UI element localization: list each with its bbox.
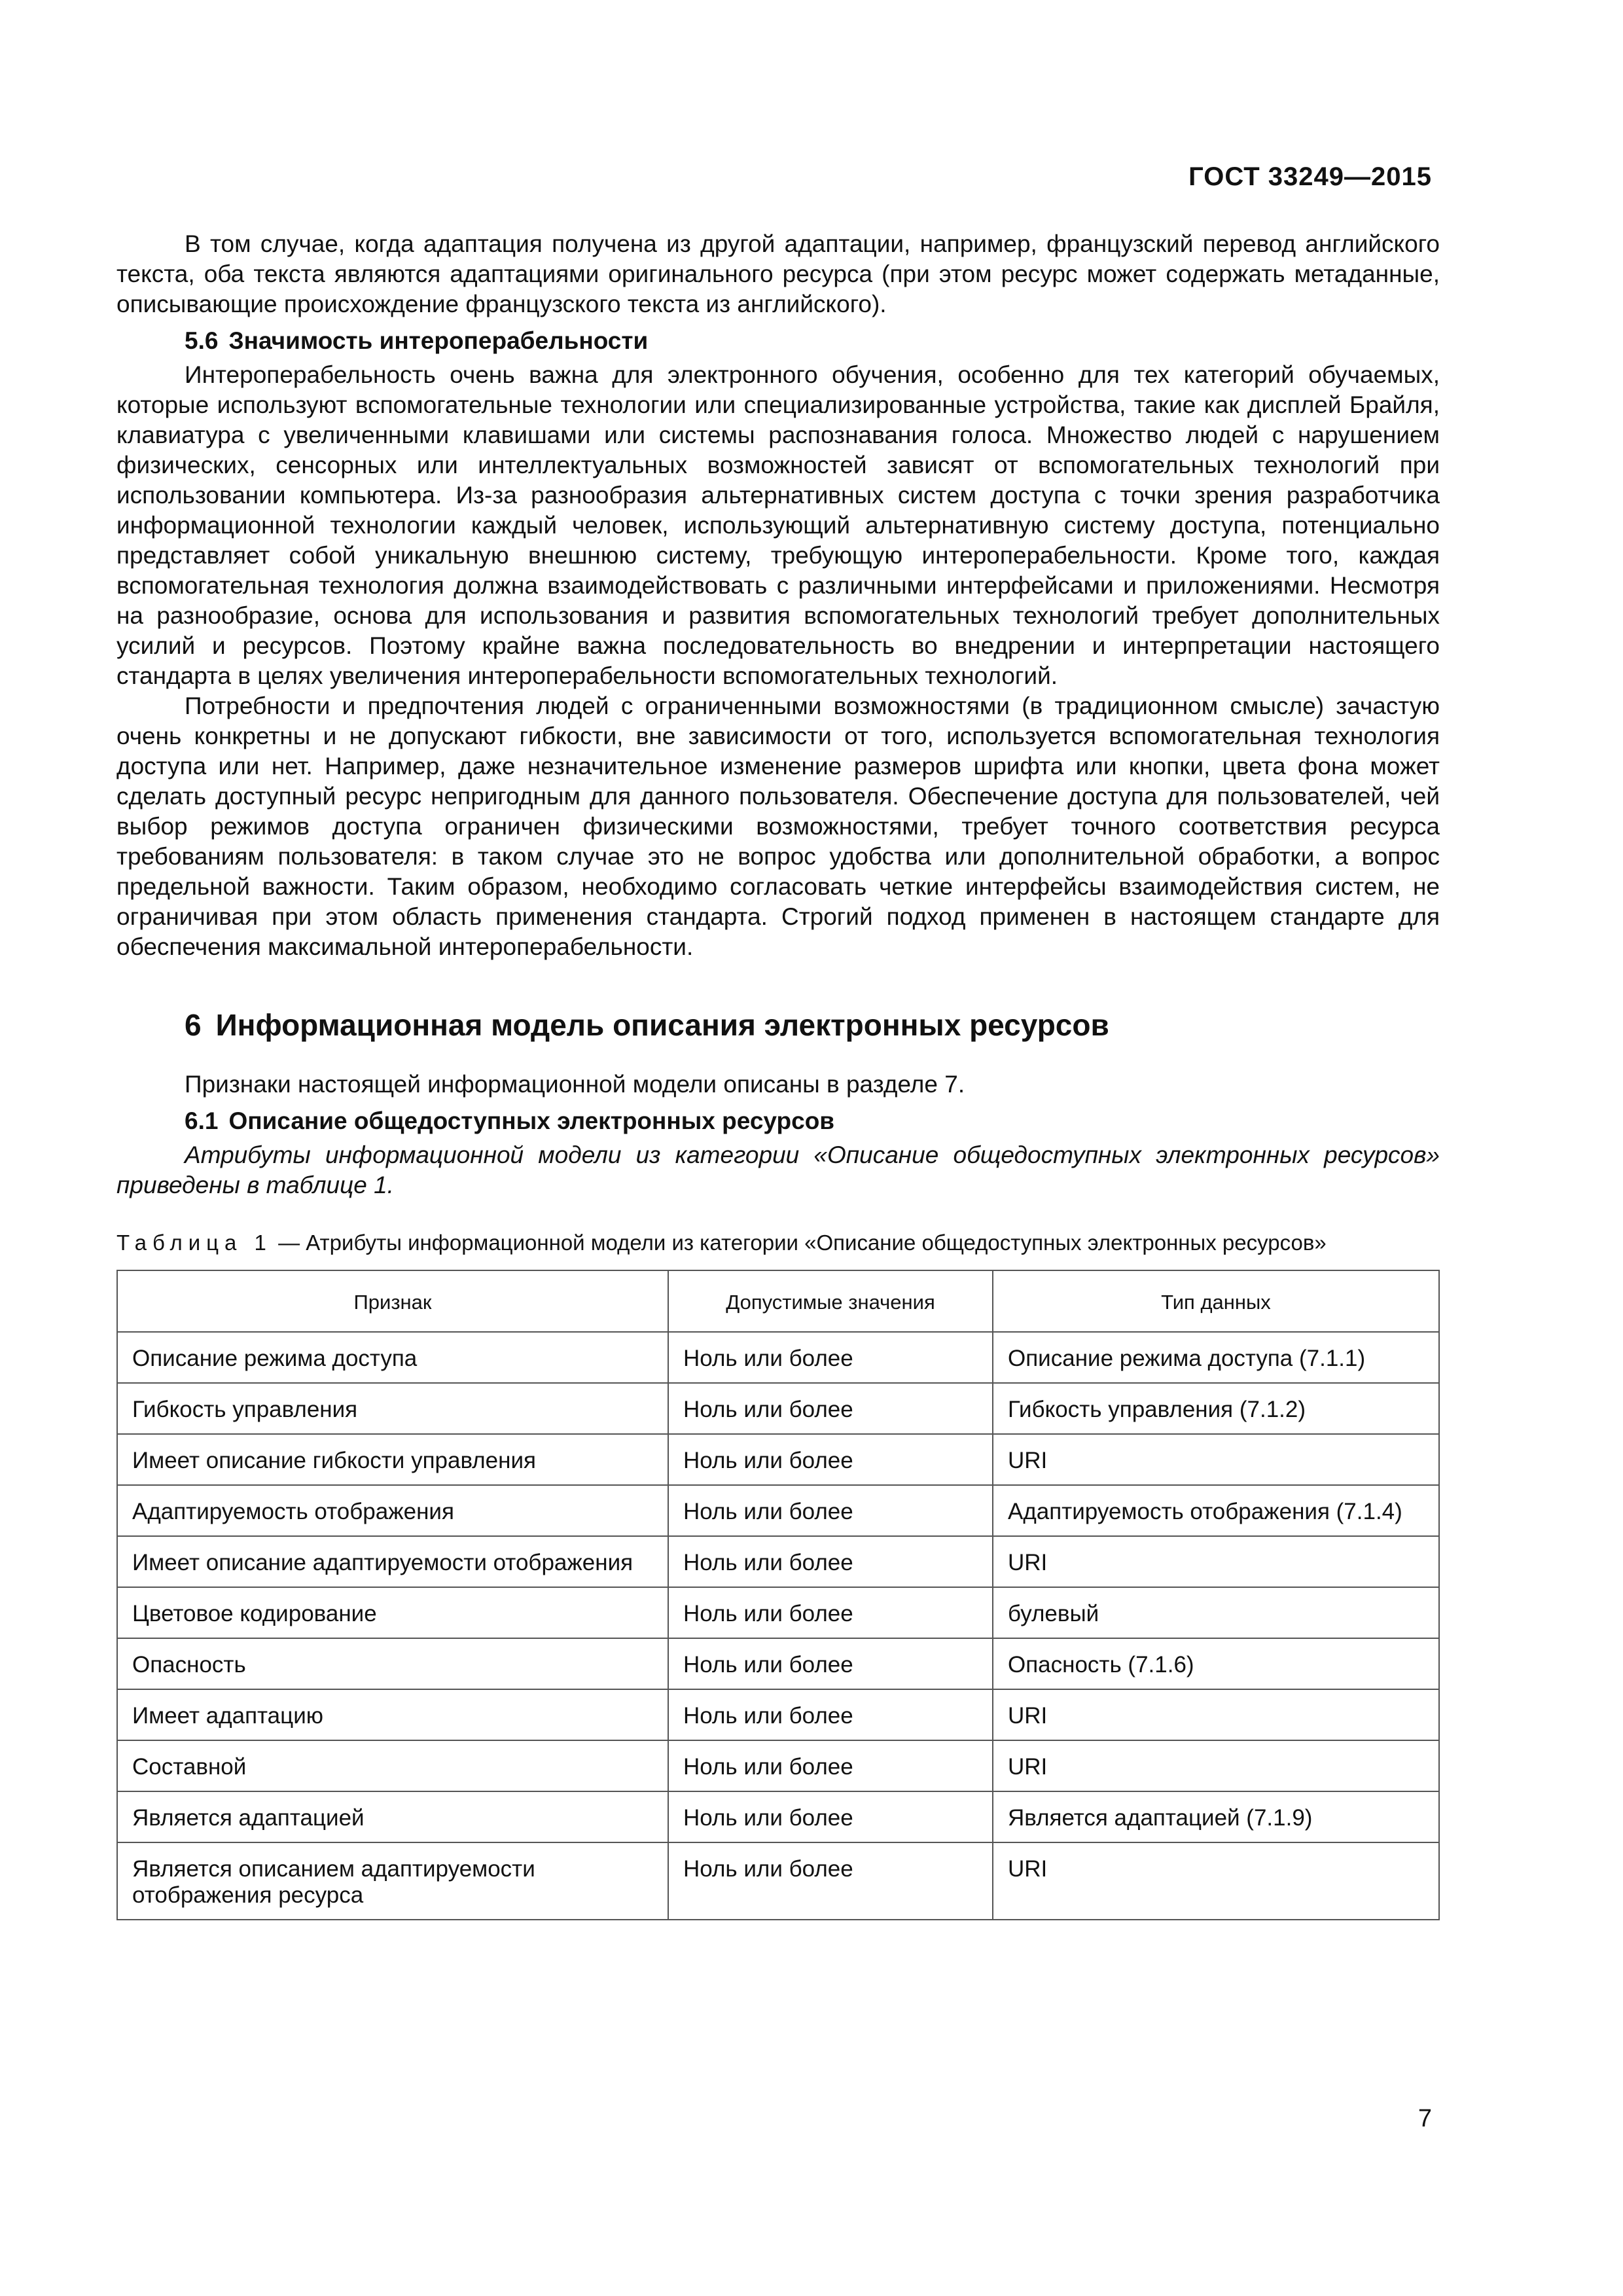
table-cell-attribute: Является описанием адаптируемости отображения ресурса xyxy=(117,1842,668,1920)
table-caption xyxy=(116,1229,1440,1257)
section-5-6-paragraph-2: Потребности и предпочтения людей с ограниченными возможностями (в традиционном смысле) зачастую очень конкретны и не допускают гибкости, вне зависимости от того, используется вспомогательная технология доступа или нет. Например, даже незначительное изменение размеров шрифта или кнопки, цвета фона может сделать доступный ресурс непригодным для данного пользователя. Обеспечение доступа для пользователей, чей выбор режимов доступа ограничен физическими возможностями, требует точного соответствия ресурса требованиям пользователя: в таком случае это не вопрос удобства или дополнительной обработки, а вопрос предельной важности. Таким образом, необходимо согласовать четкие интерфейсы взаимодействия систем, не ограничивая при этом область применения стандарта. Строгий подход применен в настоящем стандарте для обеспечения максимальной интероперабельности. xyxy=(116,692,1440,960)
table-cell-data-type: Является адаптацией (7.1.9) xyxy=(993,1791,1439,1842)
table-cell-data-type: URI xyxy=(993,1842,1439,1920)
table-row xyxy=(117,1689,1439,1740)
table-cell-data-type: Опасность (7.1.6) xyxy=(993,1638,1439,1689)
table-row xyxy=(117,1485,1439,1536)
section-6-1-heading xyxy=(116,1105,1440,1138)
table-header-row xyxy=(117,1270,1439,1332)
table-caption-text: — Атрибуты информационной модели из категории «Описание общедоступных электронных ресурсов» xyxy=(272,1230,1327,1255)
table-cell-allowed-values: Ноль или более xyxy=(668,1740,993,1791)
table-row xyxy=(117,1434,1439,1485)
table-cell-allowed-values: Ноль или более xyxy=(668,1689,993,1740)
section-6-1-paragraph: Атрибуты информационной модели из категории «Описание общедоступных электронных ресурсов» приведены в таблице 1. xyxy=(116,1141,1440,1198)
document-code: ГОСТ 33249—2015 xyxy=(1188,162,1432,191)
table-cell-data-type: URI xyxy=(993,1689,1439,1740)
table-row xyxy=(117,1536,1439,1587)
page-number: 7 xyxy=(1418,2105,1432,2132)
section-5-6-title: Значимость интероперабельности xyxy=(228,327,649,354)
table-row xyxy=(117,1332,1439,1383)
table-cell-allowed-values: Ноль или более xyxy=(668,1383,993,1434)
section-6-paragraph: Признаки настоящей информационной модели описаны в разделе 7. xyxy=(185,1071,965,1098)
table-cell-attribute: Имеет описание адаптируемости отображения xyxy=(117,1536,668,1587)
table-cell-allowed-values: Ноль или более xyxy=(668,1791,993,1842)
table-cell-attribute: Описание режима доступа xyxy=(117,1332,668,1383)
table-row xyxy=(117,1791,1439,1842)
table-cell-data-type: Описание режима доступа (7.1.1) xyxy=(993,1332,1439,1383)
table-caption-label: Таблица 1 xyxy=(116,1230,272,1255)
table-cell-allowed-values: Ноль или более xyxy=(668,1638,993,1689)
column-header-attribute: Признак xyxy=(117,1270,668,1332)
table-cell-allowed-values: Ноль или более xyxy=(668,1332,993,1383)
table-cell-attribute: Составной xyxy=(117,1740,668,1791)
table-cell-attribute: Является адаптацией xyxy=(117,1791,668,1842)
table-row xyxy=(117,1740,1439,1791)
section-5-6-heading xyxy=(116,325,1440,357)
table-cell-allowed-values: Ноль или более xyxy=(668,1536,993,1587)
table-cell-data-type: URI xyxy=(993,1536,1439,1587)
table-cell-allowed-values: Ноль или более xyxy=(668,1842,993,1920)
table-row xyxy=(117,1842,1439,1920)
table-cell-attribute: Адаптируемость отображения xyxy=(117,1485,668,1536)
table-cell-attribute: Имеет описание гибкости управления xyxy=(117,1434,668,1485)
table-cell-data-type: URI xyxy=(993,1740,1439,1791)
section-6-number: 6 xyxy=(185,1008,202,1042)
table-row xyxy=(117,1383,1439,1434)
table-cell-attribute: Имеет адаптацию xyxy=(117,1689,668,1740)
attributes-table xyxy=(116,1270,1440,1920)
table-cell-allowed-values: Ноль или более xyxy=(668,1485,993,1536)
section-6-1-number: 6.1 xyxy=(185,1107,219,1134)
table-row xyxy=(117,1587,1439,1638)
table-cell-allowed-values: Ноль или более xyxy=(668,1434,993,1485)
section-5-6-paragraph-1: Интероперабельность очень важна для электронного обучения, особенно для тех категорий обучаемых, которые используют вспомогательные технологии или специализированные устройства, такие как дисплей Брайля, клавиатура с увеличенными клавишами или системы распознавания голоса. Множество людей с нарушением физических, сенсорных или интеллектуальных возможностей зависят от вспомогательных технологий при использовании компьютера. Из-за разнообразия альтернативных систем доступа с точки зрения разработчика информационной технологии каждый человек, использующий альтернативную систему доступа, потенциально представляет собой уникальную внешнюю систему, требующую интероперабельности. Кроме того, каждая вспомогательная технология должна взаимодействовать с различными интерфейсами и приложениями. Несмотря на разнообразие, основа для использования и развития вспомогательных технологий требует дополнительных усилий и ресурсов. Поэтому крайне важна последовательность во внедрении и интерпретации настоящего стандарта в целях увеличения интероперабельности вспомогательных технологий. xyxy=(116,361,1440,689)
table-cell-data-type: Гибкость управления (7.1.2) xyxy=(993,1383,1439,1434)
table-cell-attribute: Гибкость управления xyxy=(117,1383,668,1434)
table-cell-data-type: URI xyxy=(993,1434,1439,1485)
page-content xyxy=(116,229,1440,1920)
table-row xyxy=(117,1638,1439,1689)
table-cell-attribute: Цветовое кодирование xyxy=(117,1587,668,1638)
section-6-1-title: Описание общедоступных электронных ресурсов xyxy=(228,1107,835,1134)
column-header-data-type: Тип данных xyxy=(993,1270,1439,1332)
table-cell-data-type: булевый xyxy=(993,1587,1439,1638)
section-6-heading xyxy=(116,1007,1440,1043)
section-5-6-number: 5.6 xyxy=(185,327,219,354)
table-cell-allowed-values: Ноль или более xyxy=(668,1587,993,1638)
section-6-title: Информационная модель описания электронных ресурсов xyxy=(215,1008,1109,1042)
intro-paragraph: В том случае, когда адаптация получена из другой адаптации, например, французский перевод английского текста, оба текста являются адаптациями оригинального ресурса (при этом ресурс может содержать метаданные, описывающие происхождение французского текста из английского). xyxy=(116,230,1440,317)
column-header-allowed-values: Допустимые значения xyxy=(668,1270,993,1332)
table-cell-data-type: Адаптируемость отображения (7.1.4) xyxy=(993,1485,1439,1536)
table-cell-attribute: Опасность xyxy=(117,1638,668,1689)
